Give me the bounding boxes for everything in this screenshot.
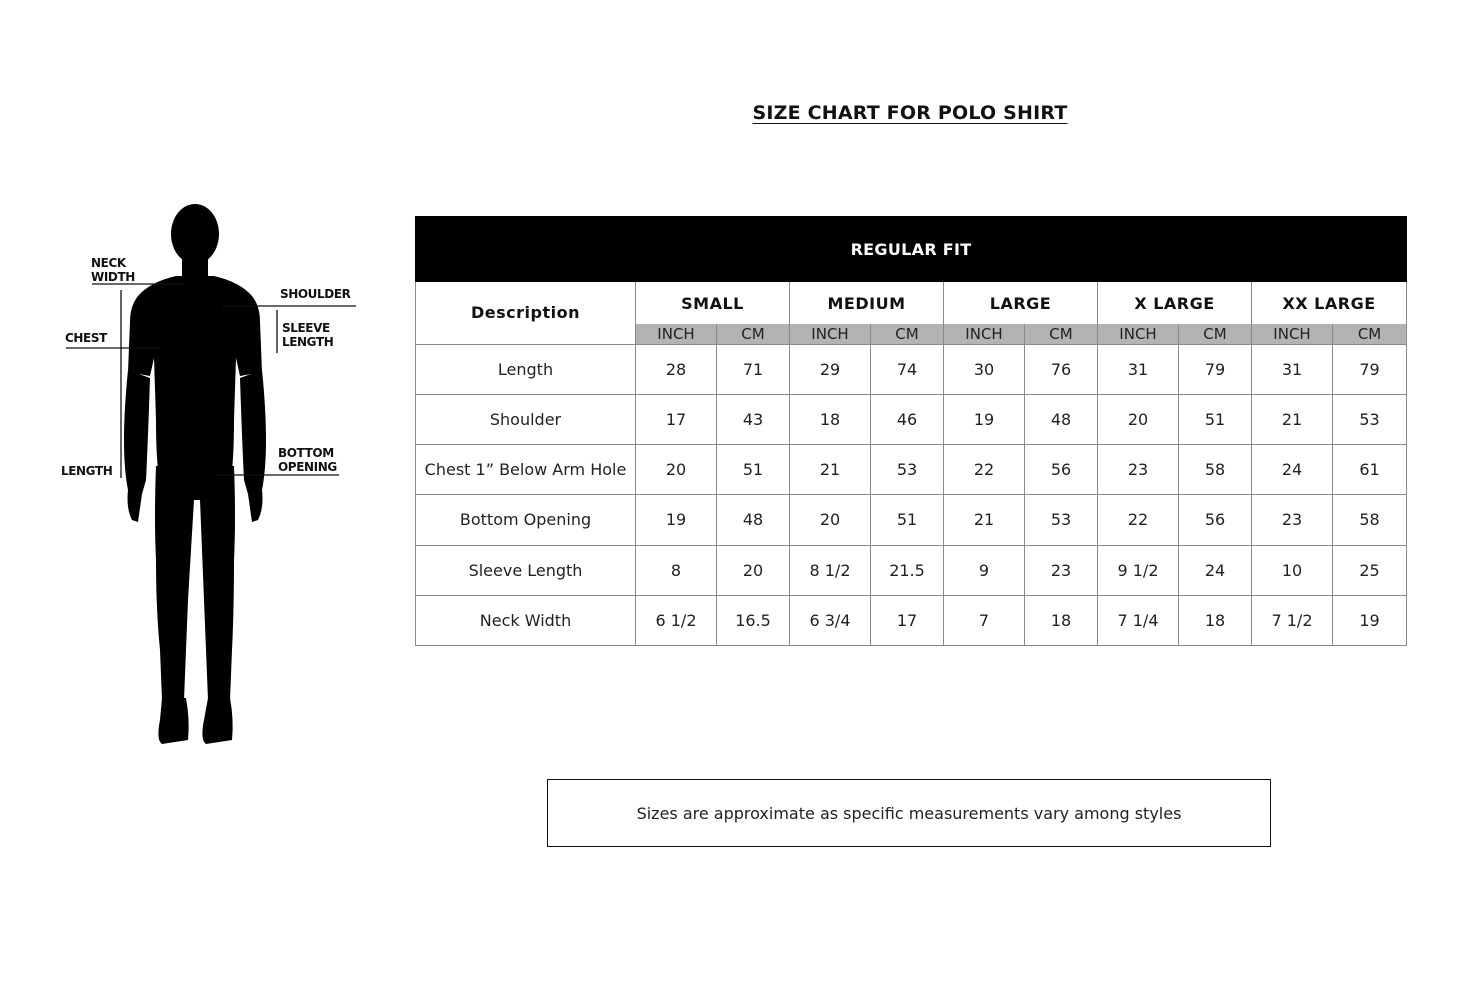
table-cell: 21	[790, 445, 871, 495]
size-header: LARGE	[944, 282, 1098, 325]
table-cell: 53	[1333, 394, 1407, 444]
row-label: Shoulder	[416, 394, 636, 444]
table-cell: 51	[871, 495, 944, 545]
table-cell: 56	[1025, 445, 1098, 495]
table-cell: 20	[717, 545, 790, 595]
sizing-note	[547, 779, 1271, 847]
table-row	[416, 344, 1407, 394]
table-cell: 30	[944, 344, 1025, 394]
table-cell: 22	[944, 445, 1025, 495]
bottom-opening-label: BOTTOM OPENING	[278, 446, 337, 474]
row-label: Chest 1” Below Arm Hole	[416, 445, 636, 495]
table-cell: 21.5	[871, 545, 944, 595]
table-cell: 24	[1252, 445, 1333, 495]
table-cell: 23	[1025, 545, 1098, 595]
table-cell: 79	[1179, 344, 1252, 394]
table-cell: 76	[1025, 344, 1098, 394]
table-cell: 31	[1252, 344, 1333, 394]
table-row	[416, 394, 1407, 444]
table-cell: 10	[1252, 545, 1333, 595]
row-label: Neck Width	[416, 595, 636, 645]
chest-label: CHEST	[65, 331, 107, 345]
table-cell: 19	[1333, 595, 1407, 645]
table-cell: 46	[871, 394, 944, 444]
table-cell: 56	[1179, 495, 1252, 545]
table-cell: 18	[1025, 595, 1098, 645]
table-cell: 71	[717, 344, 790, 394]
table-cell: 58	[1179, 445, 1252, 495]
table-cell: 51	[717, 445, 790, 495]
table-cell: 8 1/2	[790, 545, 871, 595]
size-header: XX LARGE	[1252, 282, 1407, 325]
table-cell: 20	[1098, 394, 1179, 444]
table-row	[416, 495, 1407, 545]
table-cell: 22	[1098, 495, 1179, 545]
unit-header: CM	[1333, 324, 1407, 344]
table-cell: 9 1/2	[1098, 545, 1179, 595]
shoulder-label: SHOULDER	[280, 287, 351, 301]
table-cell: 24	[1179, 545, 1252, 595]
table-cell: 79	[1333, 344, 1407, 394]
page-title: SIZE CHART FOR POLO SHIRT	[752, 102, 1068, 124]
unit-header: INCH	[944, 324, 1025, 344]
table-cell: 23	[1252, 495, 1333, 545]
table-row	[416, 545, 1407, 595]
table-cell: 17	[871, 595, 944, 645]
table-cell: 51	[1179, 394, 1252, 444]
table-cell: 43	[717, 394, 790, 444]
unit-header: INCH	[1098, 324, 1179, 344]
sleeve-length-label: SLEEVE LENGTH	[282, 321, 334, 349]
length-label: LENGTH	[61, 464, 113, 478]
table-cell: 18	[1179, 595, 1252, 645]
table-cell: 21	[1252, 394, 1333, 444]
table-cell: 19	[944, 394, 1025, 444]
table-cell: 21	[944, 495, 1025, 545]
table-cell: 19	[636, 495, 717, 545]
measurement-figure	[0, 0, 400, 995]
fit-header: REGULAR FIT	[416, 217, 1407, 282]
table-cell: 23	[1098, 445, 1179, 495]
table-cell: 58	[1333, 495, 1407, 545]
table-cell: 6 1/2	[636, 595, 717, 645]
table-cell: 7	[944, 595, 1025, 645]
table-cell: 7 1/4	[1098, 595, 1179, 645]
table-cell: 48	[1025, 394, 1098, 444]
size-header: X LARGE	[1098, 282, 1252, 325]
description-header: Description	[416, 282, 636, 344]
size-chart-table	[415, 216, 1407, 646]
table-cell: 31	[1098, 344, 1179, 394]
neck-width-label: NECK WIDTH	[91, 256, 135, 284]
unit-header: CM	[1179, 324, 1252, 344]
table-cell: 20	[790, 495, 871, 545]
unit-header: CM	[717, 324, 790, 344]
table-cell: 25	[1333, 545, 1407, 595]
table-cell: 29	[790, 344, 871, 394]
row-label: Bottom Opening	[416, 495, 636, 545]
table-cell: 74	[871, 344, 944, 394]
table-cell: 61	[1333, 445, 1407, 495]
unit-header: CM	[871, 324, 944, 344]
table-body	[416, 344, 1407, 645]
unit-header: INCH	[1252, 324, 1333, 344]
table-cell: 16.5	[717, 595, 790, 645]
table-row	[416, 445, 1407, 495]
table-cell: 7 1/2	[1252, 595, 1333, 645]
table-cell: 8	[636, 545, 717, 595]
size-header: SMALL	[636, 282, 790, 325]
unit-header: INCH	[790, 324, 871, 344]
table-cell: 53	[871, 445, 944, 495]
table-cell: 18	[790, 394, 871, 444]
unit-header: CM	[1025, 324, 1098, 344]
table-row	[416, 595, 1407, 645]
man-silhouette-icon	[0, 0, 400, 995]
size-header: MEDIUM	[790, 282, 944, 325]
table-cell: 9	[944, 545, 1025, 595]
table-cell: 53	[1025, 495, 1098, 545]
unit-header: INCH	[636, 324, 717, 344]
row-label: Sleeve Length	[416, 545, 636, 595]
table-cell: 6 3/4	[790, 595, 871, 645]
table-cell: 17	[636, 394, 717, 444]
row-label: Length	[416, 344, 636, 394]
sizing-note-text: Sizes are approximate as specific measurements vary among styles	[636, 803, 1182, 823]
table-cell: 20	[636, 445, 717, 495]
table-cell: 28	[636, 344, 717, 394]
table-cell: 48	[717, 495, 790, 545]
